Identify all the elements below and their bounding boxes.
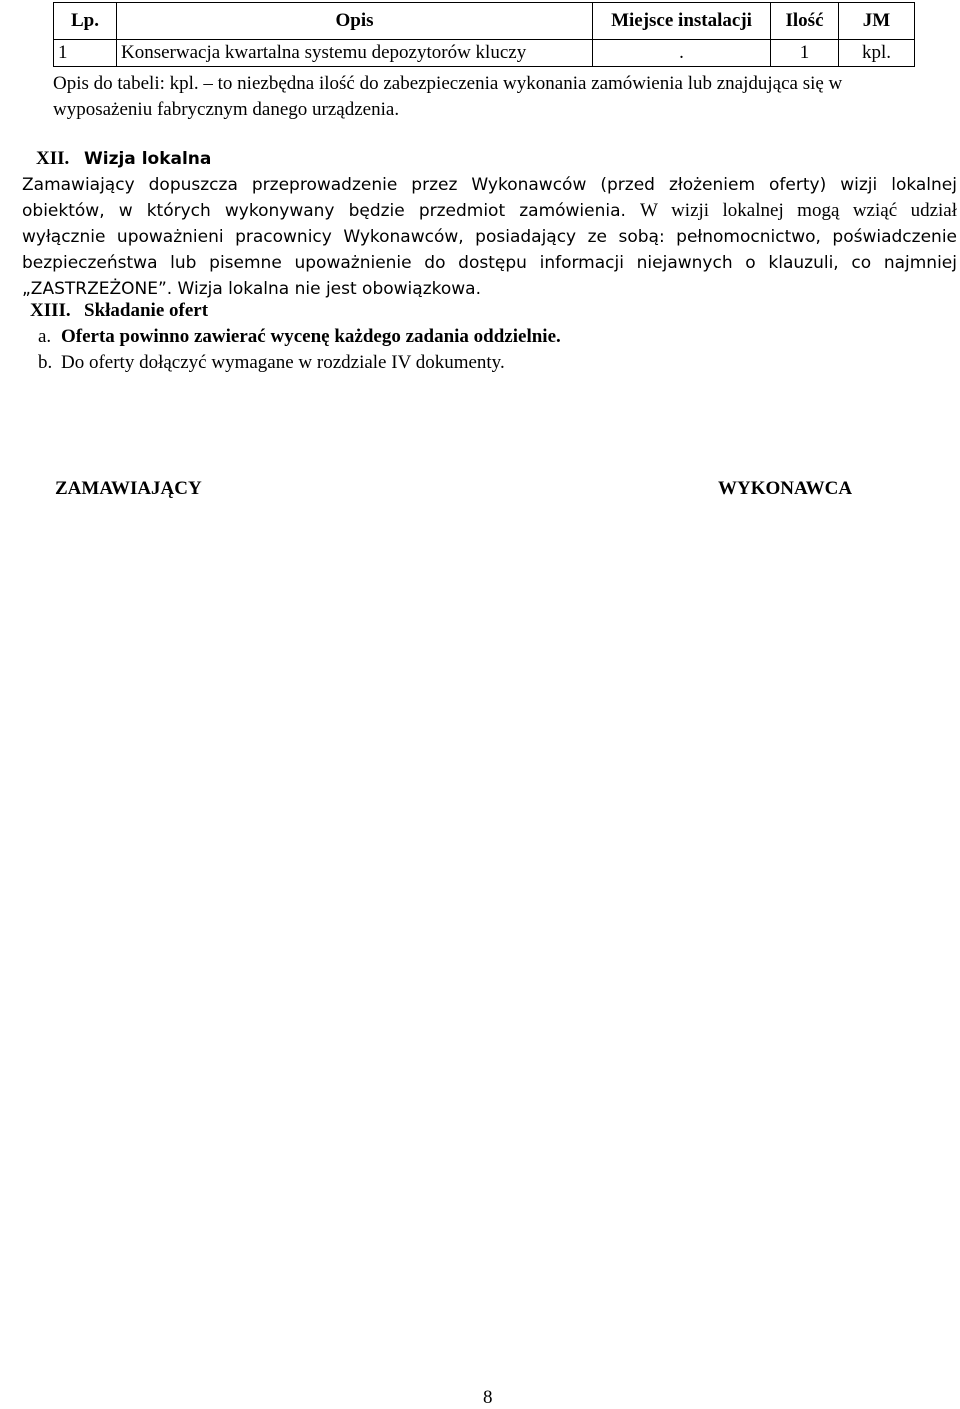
header-opis: Opis <box>117 3 593 40</box>
header-ilosc: Ilość <box>771 3 839 40</box>
table-row <box>54 40 915 67</box>
section-13-title: Składanie ofert <box>84 300 209 321</box>
item-a-text: Oferta powinno zawierać wycenę każdego zadania oddzielnie. <box>61 326 561 347</box>
cell-lp: 1 <box>54 40 117 67</box>
item-b-text: Do oferty dołączyć wymagane w rozdziale IV dokumenty. <box>61 352 505 373</box>
section-13-number: XIII. <box>30 300 71 321</box>
items-table <box>53 2 915 67</box>
item-b-marker: b. <box>38 352 53 373</box>
section-12-line: Zamawiający dopuszcza przeprowadzenie przez Wykonawców (przed złożeniem oferty) wizji lokalnej <box>22 175 957 195</box>
cell-ilosc: 1 <box>771 40 839 67</box>
table-note-line1: Opis do tabeli: kpl. – to niezbędna ilość do zabezpieczenia wykonania zamówienia lub znajdująca się w <box>53 73 843 94</box>
header-miejsce: Miejsce instalacji <box>593 3 771 40</box>
table-header-row <box>54 3 915 40</box>
section-12-title: Wizja lokalna <box>84 149 212 169</box>
section-12-line: bezpieczeństwa lub pisemne upoważnienie do dostępu informacji niejawnych o klauzuli, co najmniej <box>22 253 957 273</box>
section-12-line: wyłącznie upoważnieni pracownicy Wykonawców, posiadający ze sobą: pełnomocnictwo, poświadczenie <box>22 227 957 247</box>
header-jm: JM <box>839 3 915 40</box>
cell-opis: Konserwacja kwartalna systemu depozytorów kluczy <box>117 40 593 67</box>
section-12-line2-head: obiektów, w których wykonywany będzie przedmiot zamówienia. <box>22 201 626 221</box>
signature-zamawiajacy: ZAMAWIAJĄCY <box>55 478 202 499</box>
section-12-body <box>22 172 957 302</box>
section-12-line2-tail: W wizji lokalnej mogą wziąć udział <box>640 200 957 221</box>
section-12-line: „ZASTRZEŻONE”. Wizja lokalna nie jest obowiązkowa. <box>22 279 481 299</box>
header-lp: Lp. <box>54 3 117 40</box>
page-number: 8 <box>483 1387 493 1408</box>
table-note-line2: wyposażeniu fabrycznym danego urządzenia. <box>53 99 400 120</box>
item-a-marker: a. <box>38 326 52 347</box>
section-12-line <box>22 198 957 224</box>
cell-jm: kpl. <box>839 40 915 67</box>
signature-wykonawca: WYKONAWCA <box>718 478 853 499</box>
cell-miejsce: . <box>593 40 771 67</box>
section-12-number: XII. <box>36 148 70 169</box>
